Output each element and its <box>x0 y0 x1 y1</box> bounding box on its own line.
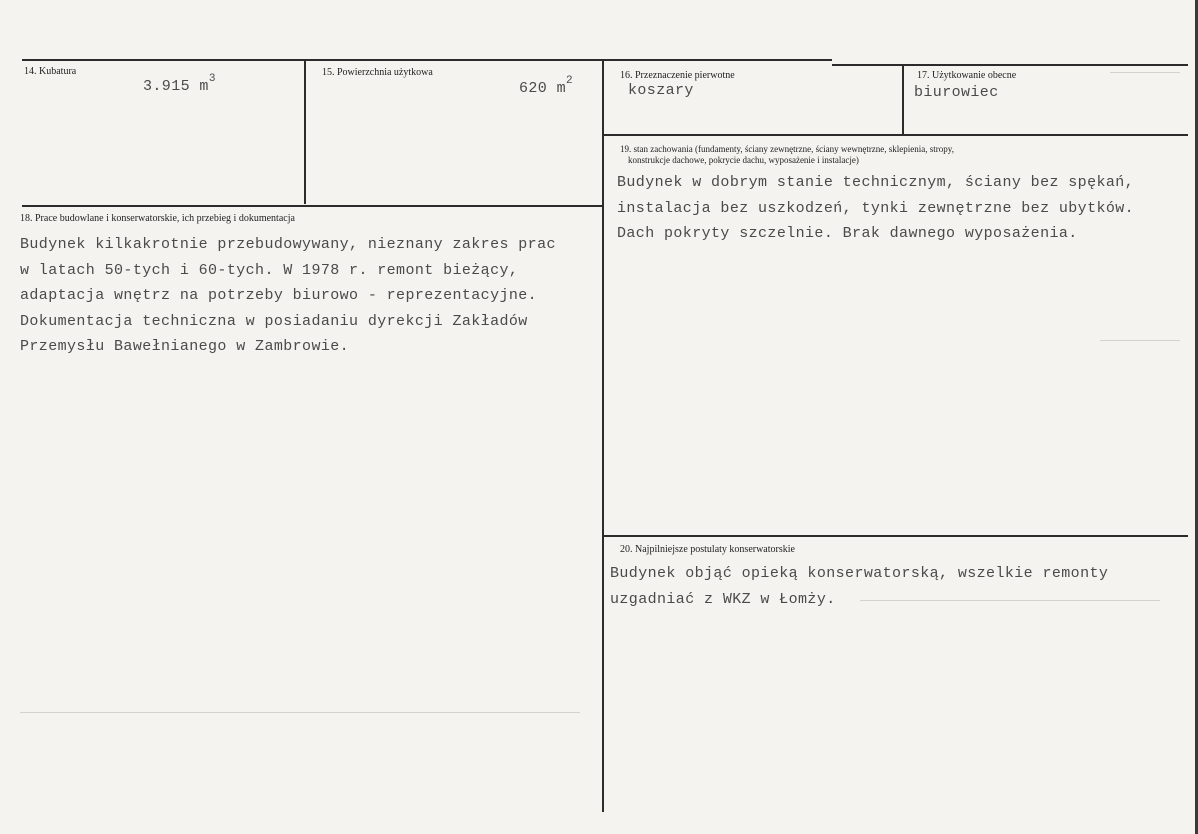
field-15-unit-sup: 2 <box>566 75 574 87</box>
faint-line <box>20 712 580 713</box>
field-14-value <box>143 73 216 95</box>
divider-center <box>602 60 604 812</box>
field-18-line: w latach 50-tych i 60-tych. W 1978 r. remont bieżący, <box>20 261 519 279</box>
faint-line <box>1110 72 1180 73</box>
field-19-line: Budynek w dobrym stanie technicznym, ściany bez spękań, <box>617 174 1135 191</box>
top-rule-left <box>22 59 832 61</box>
field-19-line: instalacja bez uszkodzeń, tynki zewnętrzne bez ubytków. <box>617 199 1135 217</box>
field-18-line: Budynek kilkakrotnie przebudowywany, nieznany zakres prac <box>20 236 556 253</box>
field-20-line: Budynek objąć opieką konserwatorską, wszelkie remonty <box>610 565 1109 582</box>
field-15-value-text: 620 m <box>519 80 567 97</box>
field-20-label: 20. Najpilniejsze postulaty konserwatorskie <box>620 544 795 555</box>
field-19-line: Dach pokryty szczelnie. Brak dawnego wyposażenia. <box>617 225 1078 242</box>
field-18-text <box>20 232 556 360</box>
field-19-label-line2: konstrukcje dachowe, pokrycie dachu, wyposażenie i instalacje) <box>628 155 859 165</box>
field-18-line: Przemysłu Bawełnianego w Zambrowie. <box>20 338 350 355</box>
field-20-text <box>610 561 1108 612</box>
field-14-unit-sup: 3 <box>208 73 216 85</box>
divider-16-17 <box>902 64 904 136</box>
field-19-text <box>617 170 1134 247</box>
field-14-label: 14. Kubatura <box>24 66 77 77</box>
field-15-value <box>519 75 574 97</box>
field-19-label-line1: 19. stan zachowania (fundamenty, ściany zewnętrzne, ściany wewnętrzne, sklepienia, stropy, <box>620 144 954 154</box>
field-18-line: adaptacja wnętrz na potrzeby biurowo - reprezentacyjne. <box>20 287 538 304</box>
field-14-value-text: 3.915 m <box>143 78 209 95</box>
field-17-label: 17. Użytkowanie obecne <box>917 70 1017 81</box>
field-16-value: koszary <box>628 82 694 99</box>
rule-below-16-17 <box>604 134 1188 136</box>
field-20-line: uzgadniać z WKZ w Łomży. <box>610 590 836 608</box>
field-17-value: biurowiec <box>914 84 999 101</box>
top-rule-right <box>832 64 1188 66</box>
faint-line <box>1100 340 1180 341</box>
field-15-label: 15. Powierzchnia użytkowa <box>322 67 433 78</box>
field-18-line: Dokumentacja techniczna w posiadaniu dyrekcji Zakładów <box>20 312 528 330</box>
field-18-label: 18. Prace budowlane i konserwatorskie, ich przebieg i dokumentacja <box>20 213 295 224</box>
rule-below-14-15 <box>22 205 602 207</box>
field-16-label: 16. Przeznaczenie pierwotne <box>620 70 735 81</box>
divider-14-15 <box>304 60 306 204</box>
rule-above-20 <box>604 535 1188 537</box>
